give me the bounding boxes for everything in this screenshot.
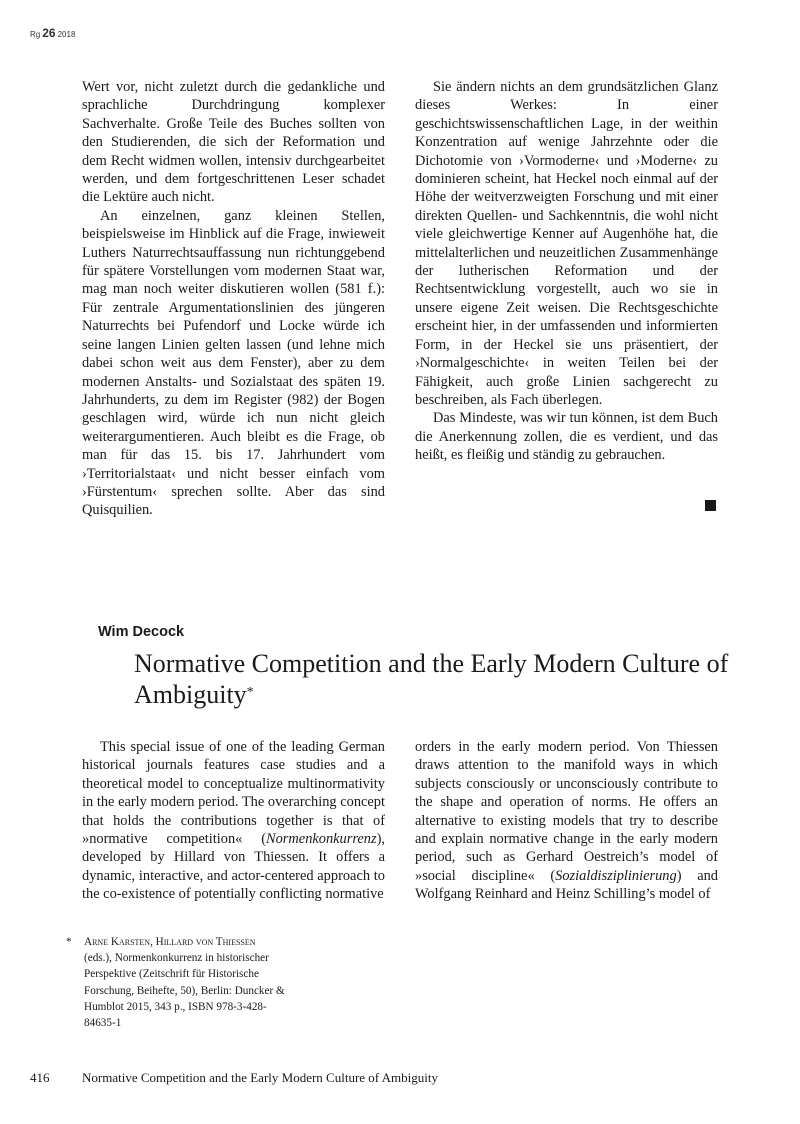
- running-title: Normative Competition and the Early Modern Culture of Ambiguity: [82, 1070, 438, 1085]
- article-right-column: [415, 738, 718, 904]
- paragraph: This special issue of one of the leading German historical journals features case studies and a theoretical model to conceptualize multinormativity in the early modern period. The overarching concept that holds the contributions together is that of »normative competition« (Normenkonkurrenz), developed by Hillard von Thiessen. It offers a dynamic, interactive, and actor-centered approach to the co-existence of potentially conflicting normative: [82, 739, 385, 903]
- footnote-text: (eds.), Normenkonkurrenz in historischer Perspektive (Zeitschrift für Historische Forschung, Beihefte, 50), Berlin: Duncker & Humblot 2015, 343 p., ISBN 978-3-428-84635-1: [84, 952, 285, 1030]
- italic-term: Sozialdisziplinierung: [555, 867, 677, 884]
- upper-left-column: [82, 78, 385, 520]
- article-author: Wim Decock: [98, 624, 185, 640]
- paragraph: orders in the early modern period. Von Thiessen draws attention to the manifold ways in which subjects consciously or unconsciously contribute to the shape and operation of norms. He offers an alternative to existing models that try to describe and explain normative change in the early modern period, such as Gerhard Oestreich’s model of »social discipline« (Sozialdisziplinierung) and Wolfgang Reinhard and Heinz Schilling’s model of: [415, 739, 718, 903]
- journal-year: 2018: [57, 30, 76, 39]
- page-number: 416: [30, 1070, 50, 1085]
- article-title: [134, 648, 734, 710]
- paragraph: Wert vor, nicht zuletzt durch die gedankliche und sprachliche Durchdringung komplexer Sachverhalte. Große Teile des Buches sollten von den Studierenden, die sich der Reformation und dem Recht widmen wollen, intensiv durchgearbeitet werden, und dem fortgeschrittenen Leser schadet die Lektüre auch nicht.: [82, 79, 385, 206]
- upper-right-column: [415, 78, 718, 465]
- end-of-article-mark: [705, 500, 716, 511]
- footnote-authors: Arne Karsten, Hillard von Thiessen: [84, 936, 256, 948]
- journal-header: [30, 26, 75, 40]
- journal-abbrev: Rg: [30, 30, 41, 39]
- paragraph: Das Mindeste, was wir tun können, ist dem Buch die Anerkennung zollen, die es verdient, und das heißt, es fleißig und ständig zu gebrauchen.: [415, 410, 718, 464]
- footnote: [66, 934, 286, 1031]
- journal-volume: 26: [42, 26, 56, 40]
- footnote-mark: *: [66, 936, 72, 948]
- title-footnote-mark: *: [246, 685, 254, 700]
- article-title-text: Normative Competition and the Early Modern Culture of Ambiguity: [134, 649, 729, 709]
- page-footer: [30, 1070, 438, 1086]
- italic-term: Normenkonkurrenz: [266, 831, 377, 848]
- article-left-column: [82, 738, 385, 904]
- paragraph: Sie ändern nichts an dem grundsätzlichen Glanz dieses Werkes: In einer geschichtswissenschaftlichen Lage, in der weithin Konzentration auf wenige Jahrzehnte oder die Dichotomie von ›Vormoderne‹ und ›Moderne‹ zu dominieren scheint, hat Heckel noch einmal auf der Höhe der weitverzweigten Forschung und mit einer direkten Quellen- und Sachkenntnis, die wohl nicht viele gleichwertige Kenner auf Augenhöhe hat, die mittelalterlichen und neuzeitlichen Zusammenhänge der lutherischen Reformation und der Rechtsentwicklung vorgestellt, auch wo sie in unsere eigene Zeit weisen. Die Rechtsgeschichte erscheint hier, in der umfassenden und informierten Form, in der Heckel sie uns präsentiert, der ›Normalgeschichte‹ in weiten Teilen bei der Fähigkeit, auch große Linien sachgerecht zu beschreiben, als Fach überlegen.: [415, 79, 718, 408]
- paragraph: An einzelnen, ganz kleinen Stellen, beispielsweise im Hinblick auf die Frage, inwieweit Luthers Naturrechtsauffassung nun richtunggebend für spätere Vorstellungen vom modernen Staat war, mag man noch weiter diskutieren wollen (581 f.): Für zentrale Argumentationslinien des jüngeren Naturrechts bei Pufendorf und Locke würde ich seine langen Linien gelten lassen (und lehne mich dabei schon weit aus dem Fenster), aber zu dem modernen Anstalts- und Sozialstaat des späten 19. Jahrhunderts, zu dem im Register (982) der Bogen geschlagen wird, würde ich nun nicht gleich weiterargumentieren. Auch bleibt es die Frage, ob man für das 15. bis 17. Jahrhundert vom ›Territorialstaat‹ und nicht besser einfach vom ›Fürstentum‹ sprechen sollte. Aber das sind Quisquilien.: [82, 207, 385, 519]
